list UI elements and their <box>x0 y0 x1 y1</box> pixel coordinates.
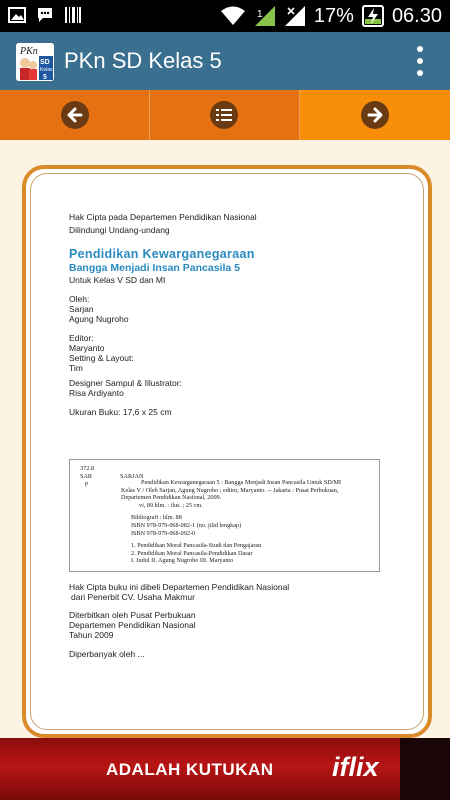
app-bar <box>0 32 450 90</box>
overflow-menu-icon[interactable] <box>416 46 424 76</box>
ad-brand-logo: iflix <box>332 752 379 782</box>
clock: 06.30 <box>391 4 442 27</box>
purchase-line: Hak Cipta buku ini dibeli Departemen Pendidikan Nasional <box>69 582 290 592</box>
publisher-line: dari Penerbit CV. Usaha Makmur <box>71 592 195 602</box>
department-line: Departemen Pendidikan Nasional <box>69 620 196 630</box>
arrow-left-icon <box>61 101 89 129</box>
catalog-line: ISBN 978-979-068-092-0 <box>131 529 196 537</box>
protected-line: Dilindungi Undang-undang <box>69 225 170 235</box>
arrow-right-icon <box>361 101 389 129</box>
reproduced-by-line: Diperbanyak oleh ... <box>69 649 145 659</box>
previous-page-button[interactable] <box>0 90 149 140</box>
catalog-line: Pendidikan Kewarganegaraan 5 : Bangga Menjadi Insan Pancasila Untuk SD/MI <box>141 479 342 486</box>
next-page-button[interactable] <box>299 90 450 140</box>
svg-text:1: 1 <box>256 9 263 20</box>
battery-charging-icon <box>362 4 384 28</box>
battery-percent: 17% <box>313 4 354 27</box>
catalog-line: I. Judul II. Agung Nugroho III. Maryanto <box>131 557 234 565</box>
book-size: Ukuran Buku: 17,6 x 25 cm <box>69 407 172 417</box>
nav-divider <box>149 90 150 140</box>
ad-text: ADALAH KUTUKAN <box>106 760 274 779</box>
catalog-line: 2. Pendidikan Moral Pancasila-Pendidikan Dasar <box>131 549 253 557</box>
editor-name: Maryanto <box>69 343 105 353</box>
wifi-icon <box>220 5 246 27</box>
book-subtitle: Bangga Menjadi Insan Pancasila 5 <box>69 262 240 274</box>
ad-banner[interactable] <box>0 738 450 800</box>
chat-notification-icon <box>36 6 54 24</box>
svg-text:PKn: PKn <box>20 46 38 57</box>
catalog-code-line: p <box>85 480 89 488</box>
designer-label: Designer Sampul & Illustrator: <box>69 378 182 388</box>
list-icon <box>210 101 238 129</box>
catalog-line: vi, 89 hlm. : ilus. ; 25 cm. <box>139 501 203 509</box>
catalog-box <box>69 459 380 572</box>
svg-text:Kelas: Kelas <box>40 67 53 73</box>
catalog-line: Departemen Pendidikan Nasional, 2009. <box>121 494 222 502</box>
catalog-line: 1. Pendidikan Moral Pancasila-Studi dan Pengajaran <box>131 542 262 550</box>
book-audience: Untuk Kelas V SD dan MI <box>69 275 166 285</box>
svg-text:5: 5 <box>43 74 47 81</box>
designer-name: Risa Ardiyanto <box>69 388 124 398</box>
catalog-line: Kelas V / Oleh Sarjan, Agung Nugroho ; editor, Maryanto. -- Jakarta : Pusat Perbukuan, <box>121 486 339 494</box>
catalog-code-line: 372.8 <box>80 465 94 472</box>
app-logo <box>16 43 54 81</box>
barcode-notification-icon <box>64 6 82 24</box>
svg-text:SD: SD <box>40 59 50 66</box>
image-notification-icon <box>8 6 26 24</box>
author-label: Oleh: <box>69 294 90 304</box>
copyright-line: Hak Cipta pada Departemen Pendidikan Nasional <box>69 212 257 222</box>
signal-icon <box>254 5 276 27</box>
catalog-line: Bibliografi : hlm. 88 <box>131 514 182 522</box>
setting-label: Setting & Layout: <box>69 353 134 363</box>
catalog-line: ISBN 978-979-068-082-1 (no. jilid lengkap) <box>131 521 242 529</box>
author-name: Sarjan <box>69 304 94 314</box>
catalog-text <box>121 479 371 565</box>
editor-label: Editor: <box>69 333 94 343</box>
page-navigation <box>0 90 450 140</box>
page-list-button[interactable] <box>149 90 299 140</box>
book-page-content <box>69 212 389 417</box>
published-by-line: Diterbitkan oleh Pusat Perbukuan <box>69 610 196 620</box>
setting-name: Tim <box>69 363 83 373</box>
catalog-code-line: SAR SARJAN <box>80 472 144 480</box>
status-bar <box>0 0 450 32</box>
author-name: Agung Nugroho <box>69 314 129 324</box>
nav-divider <box>299 90 300 140</box>
no-signal-icon <box>284 5 306 27</box>
app-title: PKn SD Kelas 5 <box>64 48 222 73</box>
year-line: Tahun 2009 <box>69 630 114 640</box>
publication-info <box>69 582 289 659</box>
book-title: Pendidikan Kewarganegaraan <box>69 247 255 261</box>
